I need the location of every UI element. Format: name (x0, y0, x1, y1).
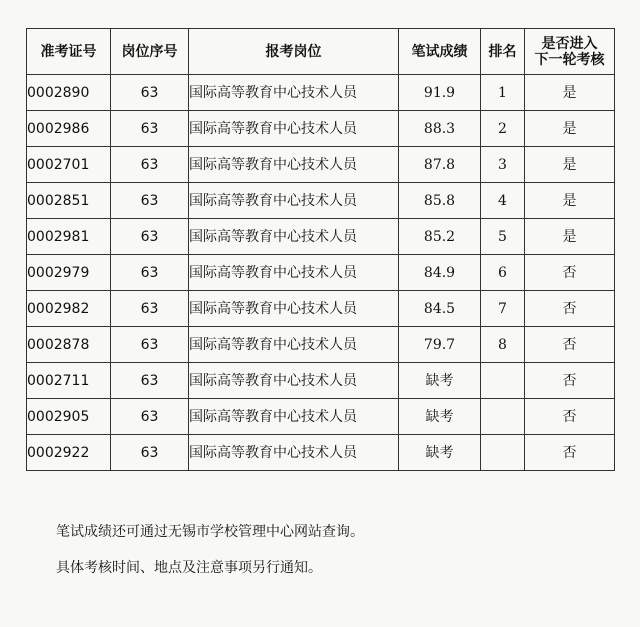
table-row (27, 183, 615, 219)
cell-advance: 否 (525, 291, 615, 327)
header-advance (525, 29, 615, 75)
cell-score: 84.9 (399, 255, 481, 291)
cell-id: 0002982 (27, 291, 111, 327)
cell-position: 国际高等教育中心技术人员 (189, 291, 399, 327)
cell-rank: 8 (481, 327, 525, 363)
cell-position-no: 63 (111, 363, 189, 399)
cell-score: 85.8 (399, 183, 481, 219)
cell-score: 87.8 (399, 147, 481, 183)
cell-position: 国际高等教育中心技术人员 (189, 399, 399, 435)
cell-position-no: 63 (111, 435, 189, 471)
header-rank: 排名 (481, 29, 525, 75)
cell-rank: 5 (481, 219, 525, 255)
cell-advance: 否 (525, 399, 615, 435)
cell-score: 84.5 (399, 291, 481, 327)
table-row (27, 255, 615, 291)
header-score: 笔试成绩 (399, 29, 481, 75)
cell-position-no: 63 (111, 291, 189, 327)
cell-position-no: 63 (111, 147, 189, 183)
cell-score: 缺考 (399, 399, 481, 435)
cell-position-no: 63 (111, 219, 189, 255)
cell-advance: 是 (525, 75, 615, 111)
cell-position: 国际高等教育中心技术人员 (189, 327, 399, 363)
cell-rank: 3 (481, 147, 525, 183)
header-advance-line2: 下一轮考核 (534, 51, 605, 68)
note-line-1: 笔试成绩还可通过无锡市学校管理中心网站查询。 (56, 524, 364, 540)
table-row (27, 327, 615, 363)
cell-rank (481, 399, 525, 435)
cell-score: 79.7 (399, 327, 481, 363)
table-row (27, 363, 615, 399)
cell-rank: 7 (481, 291, 525, 327)
cell-score: 85.2 (399, 219, 481, 255)
cell-advance: 否 (525, 327, 615, 363)
cell-position: 国际高等教育中心技术人员 (189, 111, 399, 147)
cell-advance: 是 (525, 111, 615, 147)
cell-advance: 否 (525, 363, 615, 399)
cell-id: 0002878 (27, 327, 111, 363)
cell-position-no: 63 (111, 75, 189, 111)
cell-rank (481, 363, 525, 399)
header-id: 准考证号 (27, 29, 111, 75)
cell-position-no: 63 (111, 399, 189, 435)
cell-position: 国际高等教育中心技术人员 (189, 147, 399, 183)
cell-position-no: 63 (111, 183, 189, 219)
table-row (27, 219, 615, 255)
cell-score: 88.3 (399, 111, 481, 147)
cell-position: 国际高等教育中心技术人员 (189, 219, 399, 255)
note-line-2: 具体考核时间、地点及注意事项另行通知。 (56, 560, 322, 576)
cell-id: 0002701 (27, 147, 111, 183)
cell-advance: 是 (525, 147, 615, 183)
cell-id: 0002711 (27, 363, 111, 399)
table-row (27, 291, 615, 327)
cell-rank: 6 (481, 255, 525, 291)
cell-id: 0002979 (27, 255, 111, 291)
cell-position-no: 63 (111, 111, 189, 147)
cell-id: 0002981 (27, 219, 111, 255)
cell-position-no: 63 (111, 255, 189, 291)
cell-position: 国际高等教育中心技术人员 (189, 363, 399, 399)
cell-rank: 1 (481, 75, 525, 111)
cell-id: 0002890 (27, 75, 111, 111)
cell-id: 0002905 (27, 399, 111, 435)
cell-id: 0002851 (27, 183, 111, 219)
cell-position: 国际高等教育中心技术人员 (189, 183, 399, 219)
cell-score: 缺考 (399, 435, 481, 471)
table-row (27, 435, 615, 471)
results-table (26, 28, 615, 471)
cell-position: 国际高等教育中心技术人员 (189, 75, 399, 111)
header-advance-line1: 是否进入 (541, 35, 598, 52)
cell-position: 国际高等教育中心技术人员 (189, 255, 399, 291)
table-row (27, 111, 615, 147)
table-body (27, 75, 615, 471)
header-position: 报考岗位 (189, 29, 399, 75)
cell-rank (481, 435, 525, 471)
cell-advance: 否 (525, 255, 615, 291)
cell-id: 0002922 (27, 435, 111, 471)
cell-position-no: 63 (111, 327, 189, 363)
header-position-no: 岗位序号 (111, 29, 189, 75)
cell-advance: 否 (525, 435, 615, 471)
table-header-row (27, 29, 615, 75)
table-row (27, 399, 615, 435)
cell-score: 91.9 (399, 75, 481, 111)
cell-rank: 2 (481, 111, 525, 147)
table-row (27, 75, 615, 111)
cell-id: 0002986 (27, 111, 111, 147)
cell-advance: 是 (525, 183, 615, 219)
cell-advance: 是 (525, 219, 615, 255)
table-row (27, 147, 615, 183)
cell-position: 国际高等教育中心技术人员 (189, 435, 399, 471)
cell-score: 缺考 (399, 363, 481, 399)
cell-rank: 4 (481, 183, 525, 219)
notes (56, 522, 364, 594)
